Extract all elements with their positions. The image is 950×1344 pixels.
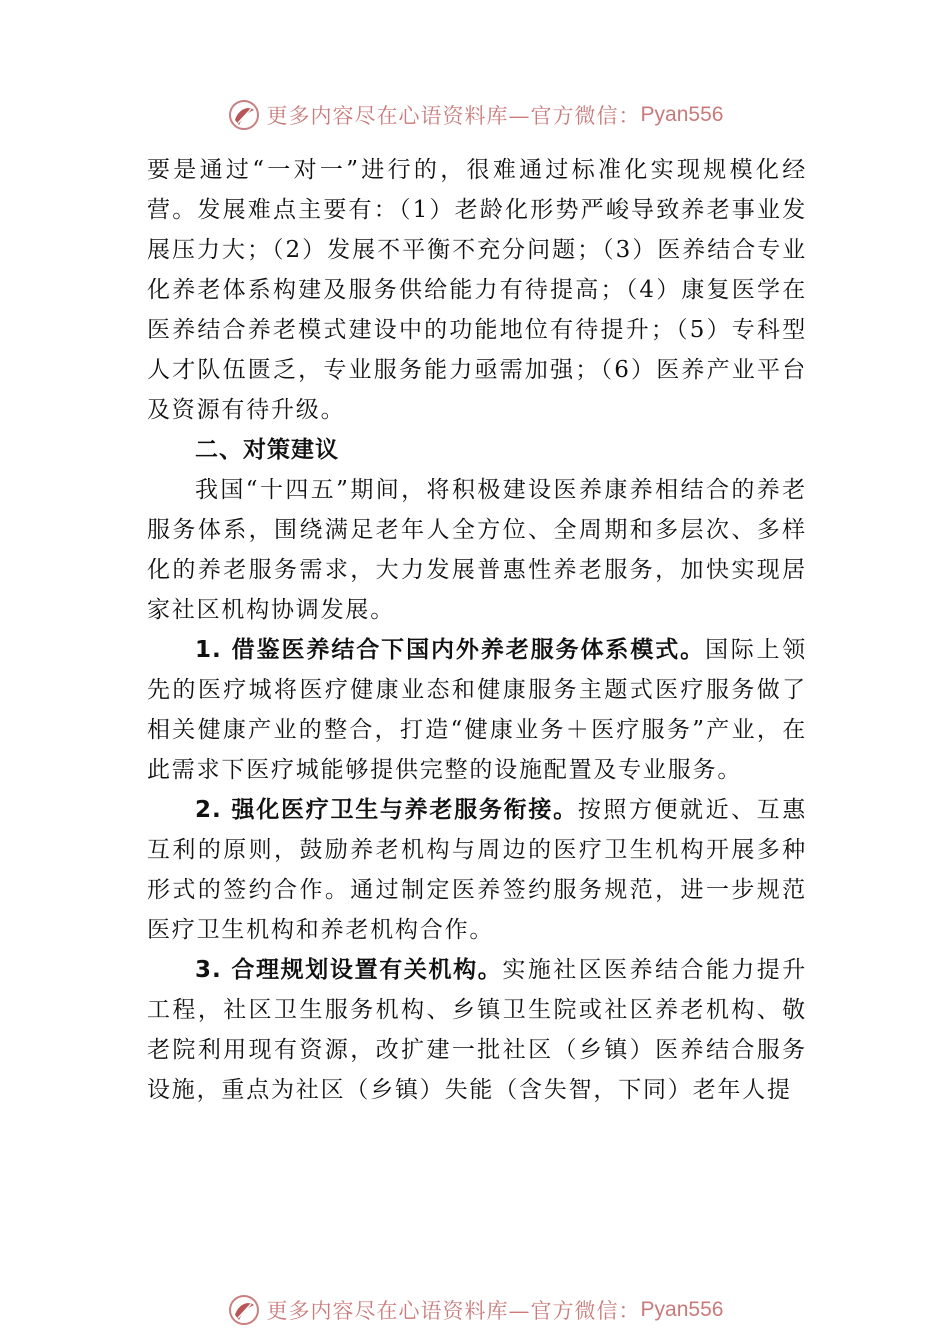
watermark-logo-icon — [227, 98, 261, 132]
item-1-title: 1. 借鉴医养结合下国内外养老服务体系模式。 — [195, 637, 706, 663]
item-1-body: 国际上领先的医疗城将医疗健康业态和健康服务主题式医疗服务做了相关健康产业的整合，打造“健康业务＋医疗服务”产业，在此需求下医疗城能够提供完整的设施配置及专业服务。 — [147, 637, 808, 783]
paragraph-item-2 — [147, 790, 807, 950]
item-3-body: 实施社区医养结合能力提升工程，社区卫生服务机构、乡镇卫生院或社区养老机构、敬老院利用现有资源，改扩建一批社区（乡镇）医养结合服务设施，重点为社区（乡镇）失能（含失智，下同）老年人提 — [147, 957, 807, 1103]
document-body — [147, 150, 807, 1110]
header-watermark — [0, 95, 950, 135]
paragraph-continued: 要是通过“一对一”进行的，很难通过标准化实现规模化经营。发展难点主要有：（1）老龄化形势严峻导致养老事业发展压力大；（2）发展不平衡不充分问题；（3）医养结合专业化养老体系构建及服务供给能力有待提高；（4）康复医学在医养结合养老模式建设中的功能地位有待提升；（5）专科型人才队伍匮乏，专业服务能力亟需加强；（6）医养产业平台及资源有待升级。 — [147, 157, 807, 423]
section-heading: 二、对策建议 — [195, 437, 339, 463]
watermark-wechat-id: Pyan556 — [640, 1298, 724, 1321]
paragraph-item-1 — [147, 630, 807, 790]
footer-watermark — [0, 1290, 950, 1330]
watermark-text: 更多内容尽在心语资料库—官方微信： — [266, 1299, 641, 1323]
item-2-body: 按照方便就近、互惠互利的原则，鼓励养老机构与周边的医疗卫生机构开展多种形式的签约合作。通过制定医养签约服务规范，进一步规范医疗卫生机构和养老机构合作。 — [147, 797, 808, 943]
paragraph-item-3 — [147, 950, 807, 1110]
watermark-text: 更多内容尽在心语资料库—官方微信： — [266, 104, 641, 128]
watermark-wechat-id: Pyan556 — [640, 103, 724, 126]
paragraph-intro: 我国“十四五”期间，将积极建设医养康养相结合的养老服务体系，围绕满足老年人全方位、全周期和多层次、多样化的养老服务需求，大力发展普惠性养老服务，加快实现居家社区机构协调发展。 — [147, 477, 807, 623]
watermark-logo-icon — [227, 1293, 261, 1327]
item-2-title: 2. 强化医疗卫生与养老服务衔接。 — [195, 797, 578, 823]
item-3-title: 3. 合理规划设置有关机构。 — [195, 957, 503, 983]
